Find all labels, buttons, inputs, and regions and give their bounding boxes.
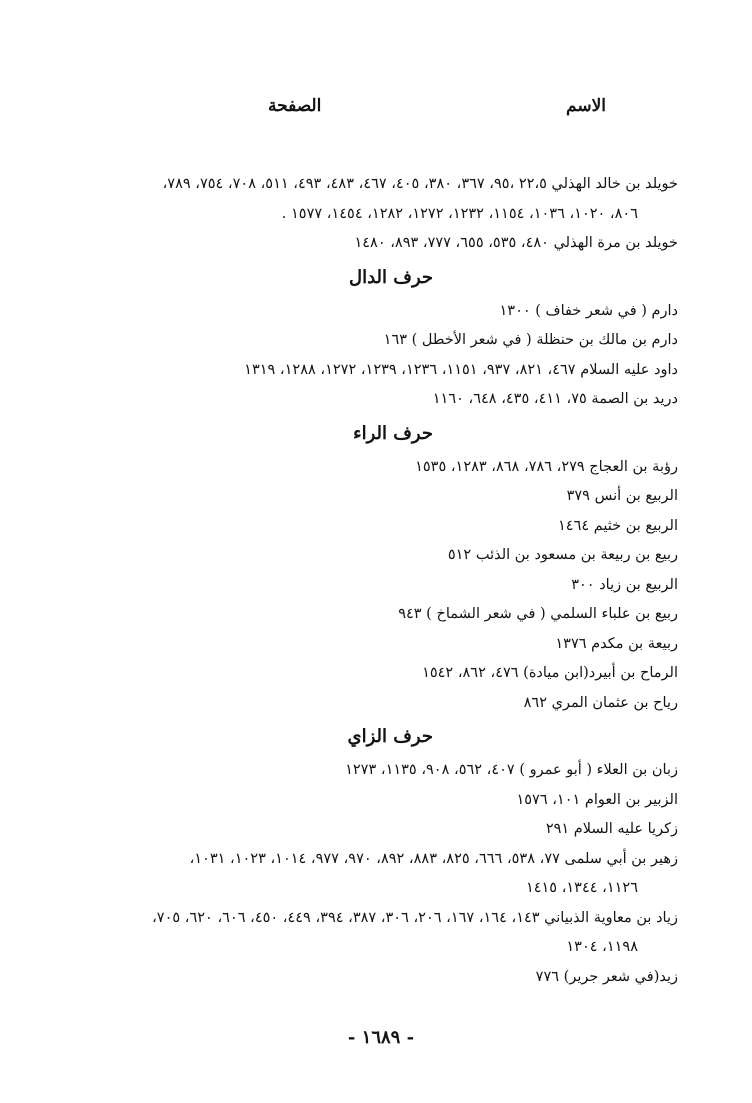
index-line: الربيع بن زياد ٣٠٠ [571,576,678,593]
column-header-page: الصفحة [268,96,322,116]
index-line: دارم ( في شعر خفاف ) ١٣٠٠ [499,302,678,319]
index-line: رؤبة بن العجاج ٢٧٩، ٧٨٦، ٨٦٨، ١٢٨٣، ١٥٣٥ [415,458,678,475]
index-line: زيد(في شعر جرير) ٧٧٦ [535,968,678,985]
index-line: زكريا عليه السلام ٢٩١ [545,821,678,837]
section-heading-ra: حرف الراء [353,422,433,444]
index-line: الرماح بن أبيرد(ابن ميادة) ٤٧٦، ٨٦٢، ١٥٤٢ [422,665,678,681]
index-line: الربيع بن أنس ٣٧٩ [566,488,678,504]
section-heading-zay: حرف الزاي [347,726,433,747]
index-line: زبان بن العلاء ( أبو عمرو ) ٤٠٧، ٥٦٢، ٩٠٨، ١١٣٥، ١٢٧٣ [345,762,678,778]
index-line: ربيع بن علباء السلمي ( في شعر الشماخ ) ٩٤٣ [398,606,678,622]
index-line: زهير بن أبي سلمى ٧٧، ٥٣٨، ٦٦٦، ٨٢٥، ٨٨٣، ٨٩٢، ٩٧٠، ٩٧٧، ١٠١٤، ١٠٢٣، ١٠٣١، [189,850,678,867]
index-line: داود عليه السلام ٤٦٧، ٨٢١، ٩٣٧، ١١٥١، ١٢٣٦، ١٢٣٩، ١٢٧٢، ١٢٨٨، ١٣١٩ [244,361,678,378]
index-line-continuation: ١١٩٨، ١٣٠٤ [566,939,638,955]
index-line: رياح بن عثمان المري ٨٦٢ [523,694,678,711]
section-heading-dal: حرف الدال [349,266,433,288]
index-line: ربيع بن ربيعة بن مسعود بن الذئب ٥١٢ [447,547,678,563]
page-number: - ١٦٨٩ - [347,1027,415,1048]
index-entries [58,170,678,992]
index-line: زياد بن معاوية الذبياني ١٤٣، ١٦٤، ١٦٧، ٢٠٦، ٣٠٦، ٣٨٧، ٣٩٤، ٤٤٩، ٤٥٠، ٦٠٦، ٦٢٠، ٧٠٥، [152,909,678,926]
index-line-continuation: ٨٠٦، ١٠٢٠، ١٠٣٦، ١١٥٤، ١٢٣٢، ١٢٧٢، ١٢٨٢، ١٤٥٤، ١٥٧٧ . [281,205,638,222]
index-line: خويلد بن خالد الهذلي ٢٢،٥ ،٩٥، ٣٦٧، ٣٨٠، ٤٠٥، ٤٦٧، ٤٨٣، ٤٩٣، ٥١١، ٧٠٨، ٧٥٤، ٧٨٩، [162,176,678,192]
index-line-continuation: ١١٢٦، ١٣٤٤، ١٤١٥ [525,880,638,896]
index-line: الربيع بن خثيم ١٤٦٤ [558,517,678,534]
index-line: دارم بن مالك بن حنظلة ( في شعر الأخطل ) ١٦٣ [383,332,678,348]
column-header-name: الاسم [566,96,606,116]
index-line: دريد بن الصمة ٧٥، ٤١١، ٤٣٥، ٦٤٨، ١١٦٠ [432,391,678,407]
index-line: خويلد بن مرة الهذلي ٤٨٠، ٥٣٥، ٦٥٥، ٧٧٧، ٨٩٣، ١٤٨٠ [354,235,678,251]
index-line: ربيعة بن مكدم ١٣٧٦ [555,635,678,652]
index-line: الزبير بن العوام ١٠١، ١٥٧٦ [516,791,678,808]
